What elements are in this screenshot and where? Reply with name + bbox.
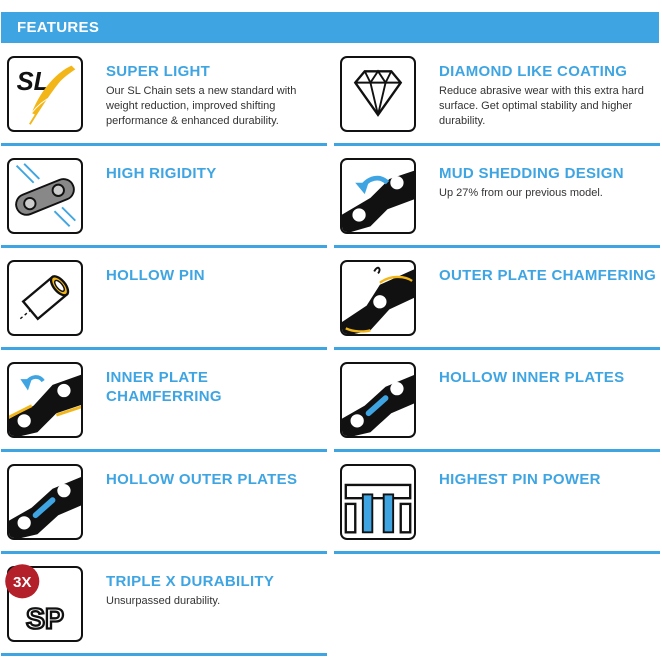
- feature-description: Up 27% from our previous model.: [439, 187, 603, 199]
- triple-x-icon: [7, 566, 83, 642]
- feature-card-hollow-inner-plates: [334, 356, 660, 452]
- feature-card-hollow-pin: [1, 254, 327, 350]
- feature-title: HOLLOW OUTER PLATES: [106, 471, 298, 488]
- sp-logo-text: SP: [26, 603, 64, 636]
- diamond-icon: [340, 56, 416, 132]
- feature-description: Unsurpassed durability.: [106, 595, 221, 607]
- feature-card-diamond-coating: [334, 50, 660, 146]
- feature-title: INNER PLATE CHAMFERRING: [106, 369, 222, 405]
- feature-card-hollow-outer-plates: [1, 458, 327, 554]
- feature-title: HIGH RIGIDITY: [106, 165, 217, 182]
- feature-card-highest-pin-power: [334, 458, 660, 554]
- feature-title: MUD SHEDDING DESIGN: [439, 165, 624, 182]
- feature-card-triple-x-durability: [1, 560, 327, 656]
- triple-x-badge: 3X: [12, 573, 32, 591]
- hollow-outer-plates-icon: [7, 464, 83, 540]
- feature-description: Reduce abrasive wear with this extra hard surface. Get optimal stability and higher durability.: [439, 85, 644, 127]
- feature-card-inner-plate-chamferring: [1, 356, 327, 452]
- feature-title: HIGHEST PIN POWER: [439, 471, 601, 488]
- feature-title: OUTER PLATE CHAMFERING: [439, 267, 657, 284]
- feature-description: Our SL Chain sets a new standard with weight reduction, improved shifting performance & enhanced durability.: [106, 85, 297, 127]
- feature-title: TRIPLE X DURABILITY: [106, 573, 275, 590]
- features-header: FEATURES: [1, 12, 659, 43]
- feature-card-high-rigidity: [1, 152, 327, 248]
- feature-title: DIAMOND LIKE COATING: [439, 63, 628, 80]
- pin-power-icon: [340, 464, 416, 540]
- feature-title: HOLLOW PIN: [106, 267, 205, 284]
- sl-logo-text: SL: [16, 68, 50, 97]
- hollow-pin-icon: [7, 260, 83, 336]
- feature-card-super-light: [1, 50, 327, 146]
- inner-plate-icon: [7, 362, 83, 438]
- feather-icon: [7, 56, 83, 132]
- mud-shedding-icon: [340, 158, 416, 234]
- chain-rigidity-icon: [7, 158, 83, 234]
- feature-title: HOLLOW INNER PLATES: [439, 369, 625, 386]
- hollow-inner-plates-icon: [340, 362, 416, 438]
- feature-card-mud-shedding: [334, 152, 660, 248]
- outer-plate-icon: [340, 260, 416, 336]
- feature-card-outer-plate-chamfering: [334, 254, 660, 350]
- feature-title: SUPER LIGHT: [106, 63, 211, 80]
